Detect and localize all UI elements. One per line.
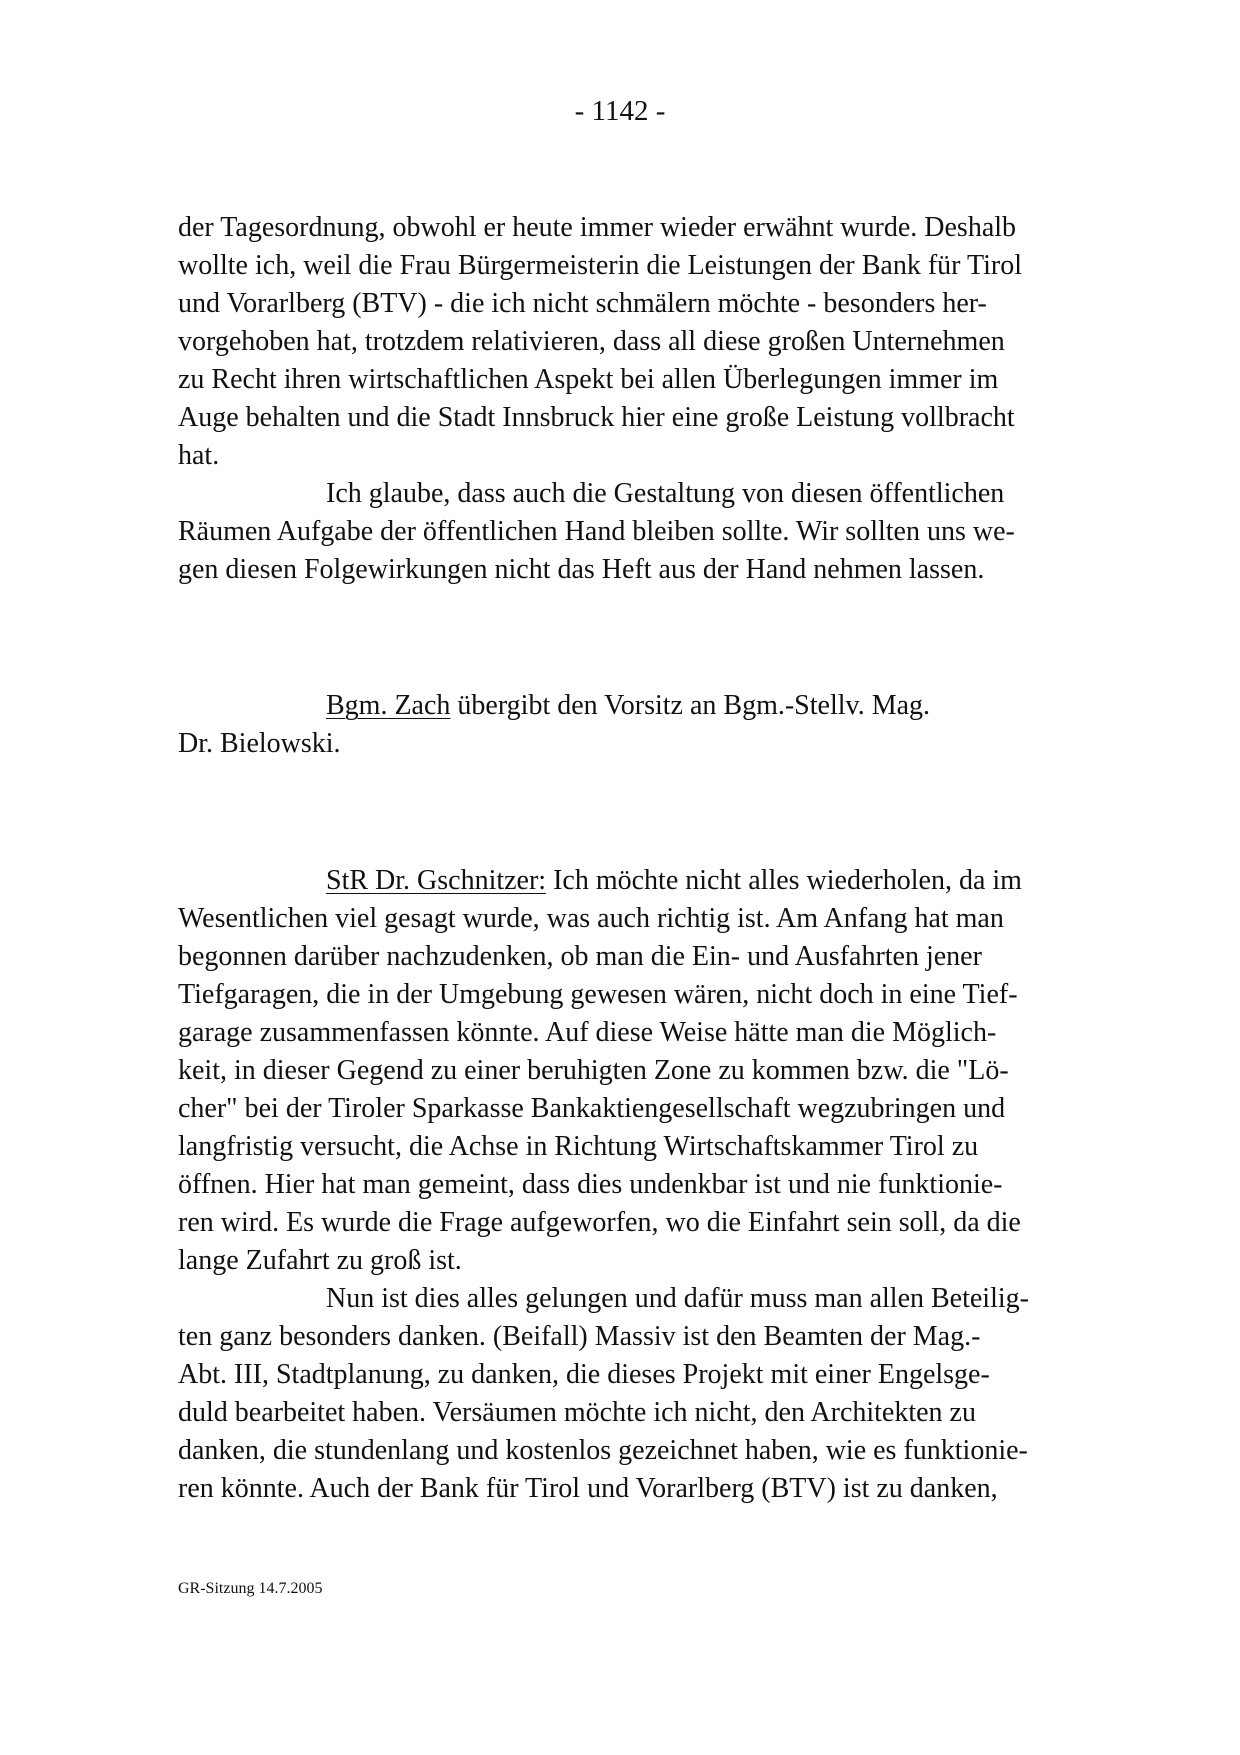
page-number: - 1142 - bbox=[574, 95, 666, 127]
paragraph-line: hat. bbox=[178, 440, 220, 471]
paragraph-line: danken, die stundenlang und kostenlos gezeichnet haben, wie es funktionie- bbox=[178, 1435, 1028, 1466]
paragraph-line: Wesentlichen viel gesagt wurde, was auch richtig ist. Am Anfang hat man bbox=[178, 903, 1004, 934]
paragraph-line: begonnen darüber nachzudenken, ob man die Ein- und Ausfahrten jener bbox=[178, 941, 982, 972]
paragraph-line: Räumen Aufgabe der öffentlichen Hand bleiben sollte. Wir sollten uns we- bbox=[178, 516, 1015, 547]
paragraph-line: und Vorarlberg (BTV) - die ich nicht schmälern möchte - besonders her- bbox=[178, 288, 987, 319]
paragraph-line: vorgehoben hat, trotzdem relativieren, dass all diese großen Unternehmen bbox=[178, 326, 1005, 357]
paragraph-line: gen diesen Folgewirkungen nicht das Heft aus der Hand nehmen lassen. bbox=[178, 554, 985, 585]
paragraph-line: der Tagesordnung, obwohl er heute immer wieder erwähnt wurde. Deshalb bbox=[178, 212, 1017, 243]
paragraph-line: ten ganz besonders danken. (Beifall) Massiv ist den Beamten der Mag.- bbox=[178, 1321, 981, 1352]
paragraph-line: lange Zufahrt zu groß ist. bbox=[178, 1245, 462, 1276]
paragraph-line: zu Recht ihren wirtschaftlichen Aspekt bei allen Überlegungen immer im bbox=[178, 364, 999, 395]
paragraph-line: Tiefgaragen, die in der Umgebung gewesen wären, nicht doch in eine Tief- bbox=[178, 979, 1018, 1010]
speech-first-line bbox=[326, 862, 1022, 900]
paragraph-line: duld bearbeitet haben. Versäumen möchte ich nicht, den Architekten zu bbox=[178, 1397, 976, 1428]
paragraph-line: wollte ich, weil die Frau Bürgermeisterin die Leistungen der Bank für Tirol bbox=[178, 250, 1022, 281]
chair-change-line bbox=[326, 687, 930, 725]
paragraph-line: keit, in dieser Gegend zu einer beruhigten Zone zu kommen bzw. die "Lö- bbox=[178, 1055, 1009, 1086]
paragraph-line: langfristig versucht, die Achse in Richtung Wirtschaftskammer Tirol zu bbox=[178, 1131, 979, 1162]
paragraph-line: Auge behalten und die Stadt Innsbruck hier eine große Leistung vollbracht bbox=[178, 402, 1015, 433]
paragraph-line: Ich glaube, dass auch die Gestaltung von diesen öffentlichen bbox=[326, 478, 1005, 509]
speaker-name: StR Dr. Gschnitzer: bbox=[326, 865, 547, 896]
paragraph-line: Abt. III, Stadtplanung, zu danken, die dieses Projekt mit einer Engelsge- bbox=[178, 1359, 990, 1390]
paragraph-line: Nun ist dies alles gelungen und dafür muss man allen Beteilig- bbox=[326, 1283, 1029, 1314]
paragraph-line: garage zusammenfassen könnte. Auf diese Weise hätte man die Möglich- bbox=[178, 1017, 997, 1048]
chair-change-text: übergibt den Vorsitz an Bgm.-Stellv. Mag. bbox=[450, 690, 931, 721]
speaker-name: Bgm. Zach bbox=[326, 690, 451, 721]
paragraph-line: ren könnte. Auch der Bank für Tirol und Vorarlberg (BTV) ist zu danken, bbox=[178, 1473, 998, 1504]
paragraph-line: cher" bei der Tiroler Sparkasse Bankaktiengesellschaft wegzubringen und bbox=[178, 1093, 1006, 1124]
paragraph-line: öffnen. Hier hat man gemeint, dass dies undenkbar ist und nie funktionie- bbox=[178, 1169, 1003, 1200]
speech-text: Ich möchte nicht alles wiederholen, da im bbox=[546, 865, 1022, 896]
footer: GR-Sitzung 14.7.2005 bbox=[178, 1580, 323, 1597]
paragraph-line: ren wird. Es wurde die Frage aufgeworfen, wo die Einfahrt sein soll, da die bbox=[178, 1207, 1021, 1238]
paragraph-line: Dr. Bielowski. bbox=[178, 728, 341, 759]
